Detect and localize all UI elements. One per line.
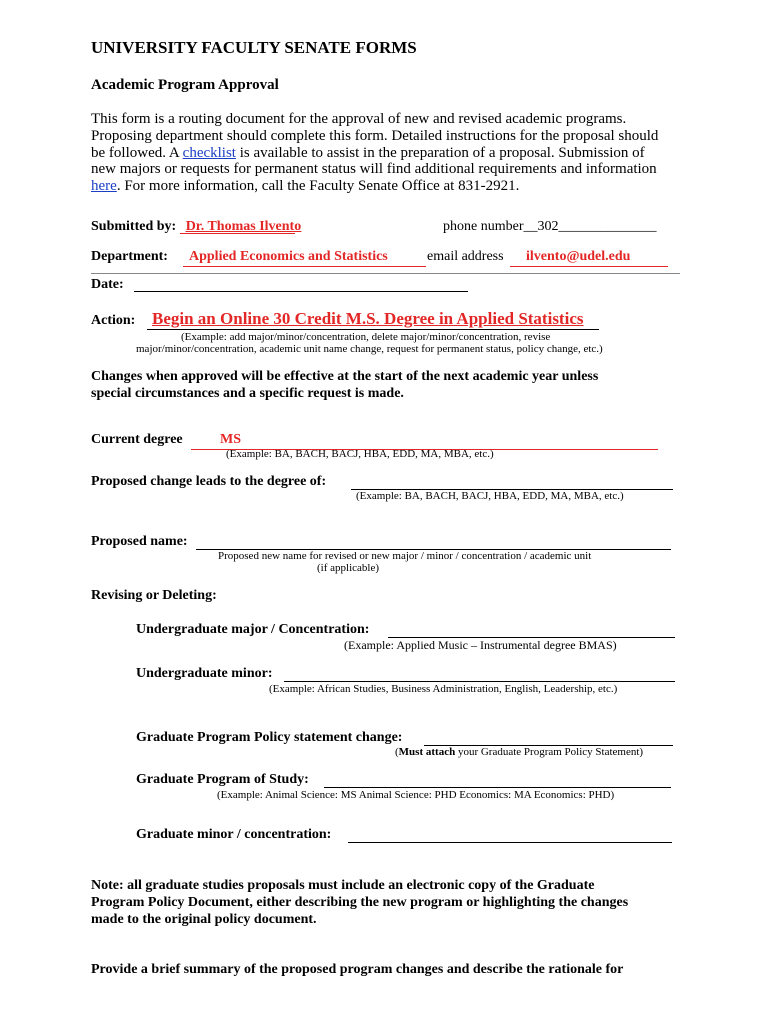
effective-note: special circumstances and a specific request is made. (91, 386, 404, 401)
intro-line (91, 145, 645, 162)
email-field[interactable] (510, 249, 668, 267)
proposed-degree-field[interactable] (351, 474, 673, 490)
action-value: Begin an Online 30 Credit M.S. Degree in Applied Statistics (152, 309, 584, 328)
ug-minor-label: Undergraduate minor: (136, 666, 273, 681)
action-label: Action: (91, 313, 136, 328)
intro-line: new majors or requests for permanent status will find additional requirements and information (91, 161, 657, 177)
email-label: email address (427, 249, 504, 264)
hint-paren: ( (395, 746, 399, 758)
proposed-name-field[interactable] (196, 534, 671, 550)
proposed-name-label: Proposed name: (91, 534, 188, 549)
note-line: made to the original policy document. (91, 912, 317, 927)
current-degree-hint: (Example: BA, BACH, BACJ, HBA, EDD, MA, MBA, etc.) (226, 448, 494, 460)
revising-heading: Revising or Deleting: (91, 588, 217, 603)
current-degree-value: MS (220, 432, 241, 447)
note-line: Note: all graduate studies proposals must include an electronic copy of the Graduate (91, 878, 595, 893)
ug-major-field[interactable] (388, 622, 675, 638)
intro-text: . For more information, call the Faculty Senate Office at 831-2921. (116, 178, 520, 194)
grad-minor-field[interactable] (348, 827, 672, 843)
intro-line: This form is a routing document for the approval of new and revised academic programs. (91, 111, 627, 127)
grad-study-label: Graduate Program of Study: (136, 772, 309, 787)
divider (91, 273, 680, 274)
submitted-by-label: Submitted by: (91, 219, 180, 234)
submitted-by-value: Dr. Thomas Ilvento (185, 219, 302, 234)
grad-policy-hint (395, 746, 643, 758)
hint-rest: your Graduate Program Policy Statement) (455, 746, 644, 758)
date-label: Date: (91, 277, 124, 292)
note-line: Program Policy Document, either describing the new program or highlighting the changes (91, 895, 629, 910)
phone-label[interactable]: phone number__302______________ (443, 219, 657, 234)
form-subtitle: Academic Program Approval (91, 77, 279, 93)
intro-line (91, 178, 519, 195)
proposed-degree-hint: (Example: BA, BACH, BACJ, HBA, EDD, MA, MBA, etc.) (356, 490, 624, 502)
page-title: UNIVERSITY FACULTY SENATE FORMS (91, 38, 417, 57)
proposed-name-hint: (if applicable) (317, 562, 379, 574)
grad-study-field[interactable] (324, 772, 671, 788)
department-row (91, 249, 168, 265)
action-hint: major/minor/concentration, academic unit name change, request for permanent status, policy change, etc.) (136, 343, 603, 355)
here-link[interactable]: here (91, 178, 117, 194)
ug-major-hint: (Example: Applied Music – Instrumental degree BMAS) (344, 638, 617, 652)
date-field[interactable] (134, 277, 468, 292)
intro-line: Proposing department should complete this form. Detailed instructions for the proposal should (91, 128, 659, 144)
grad-policy-field[interactable] (424, 730, 673, 746)
effective-note: Changes when approved will be effective at the start of the next academic year unless (91, 369, 599, 384)
proposed-degree-label: Proposed change leads to the degree of: (91, 474, 327, 489)
email-value: ilvento@udel.edu (526, 249, 631, 264)
grad-study-hint: (Example: Animal Science: MS Animal Science: PHD Economics: MA Economics: PHD) (217, 789, 615, 801)
ug-major-label: Undergraduate major / Concentration: (136, 622, 370, 637)
proposed-name-hint: Proposed new name for revised or new major / minor / concentration / academic unit (218, 550, 592, 562)
intro-text: is available to assist in the preparation of a proposal. Submission of (235, 145, 645, 161)
must-attach-text: Must attach (398, 746, 456, 758)
intro-text: be followed. A (91, 145, 183, 161)
action-field[interactable] (147, 309, 599, 330)
department-field[interactable] (183, 249, 426, 267)
current-degree-label: Current degree (91, 432, 183, 447)
action-hint: (Example: add major/minor/concentration, delete major/minor/concentration, revise (181, 331, 551, 343)
department-value: Applied Economics and Statistics (189, 249, 388, 264)
ug-minor-hint: (Example: African Studies, Business Administration, English, Leadership, etc.) (269, 683, 618, 695)
department-label: Department: (91, 249, 168, 264)
summary-prompt: Provide a brief summary of the proposed program changes and describe the rationale for (91, 962, 624, 977)
grad-minor-label: Graduate minor / concentration: (136, 827, 332, 842)
ug-minor-field[interactable] (284, 666, 675, 682)
checklist-link[interactable]: checklist (182, 145, 236, 161)
grad-policy-label: Graduate Program Policy statement change: (136, 730, 403, 745)
